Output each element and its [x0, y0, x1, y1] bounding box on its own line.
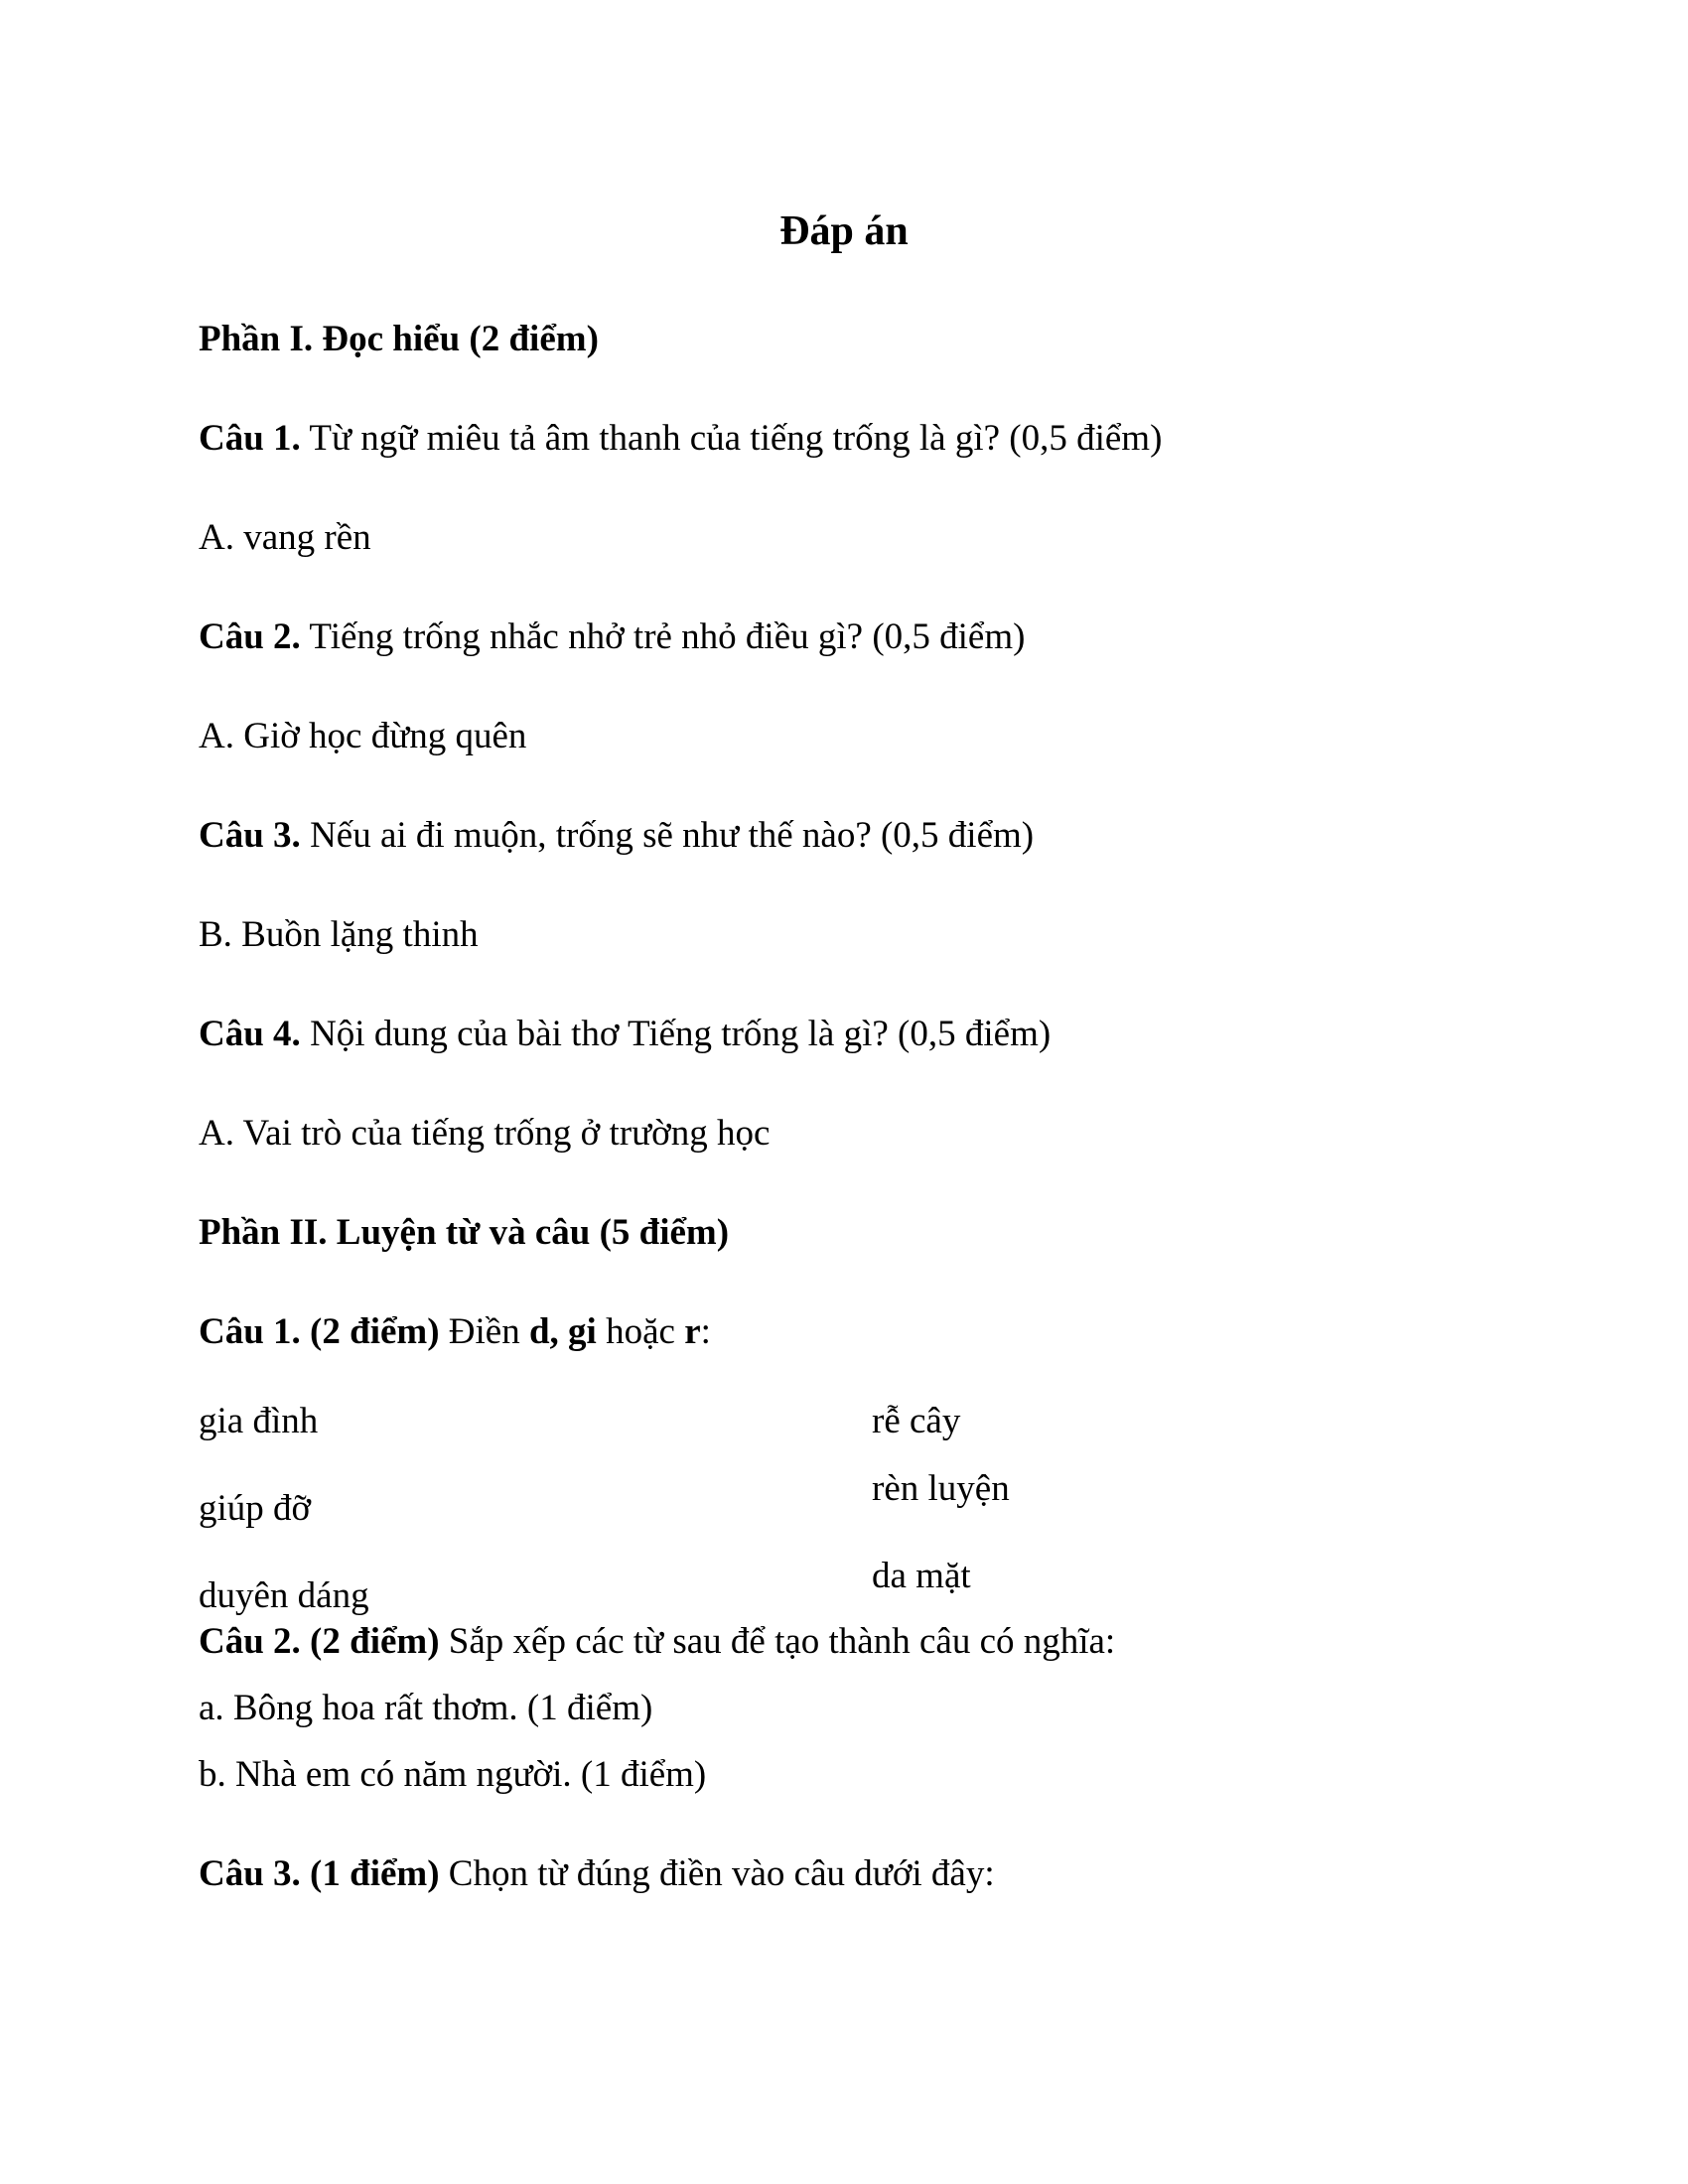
question-label: Câu 3. (1 điểm)	[199, 1853, 440, 1894]
question-label: Câu 3.	[199, 815, 301, 856]
question-label: Câu 1. (2 điểm)	[199, 1311, 440, 1352]
question-text: Nếu ai đi muộn, trống sẽ như thế nào? (0,5 điểm)	[300, 815, 1035, 856]
question-text: Nội dung của bài thơ Tiếng trống là gì? (0,5 điểm)	[300, 1014, 1052, 1054]
question-label: Câu 4.	[199, 1014, 301, 1054]
question-label: Câu 2. (2 điểm)	[199, 1621, 440, 1662]
word-right-2: rèn luyện	[872, 1468, 1010, 1509]
part1-answer-4: A. Vai trò của tiếng trống ở trường học	[199, 1113, 771, 1154]
part1-question-4	[199, 1013, 1051, 1056]
part1-answer-3: B. Buồn lặng thinh	[199, 914, 479, 955]
question-text: Sắp xếp các từ sau để tạo thành câu có nghĩa:	[439, 1621, 1116, 1662]
part2-answer-2b: b. Nhà em có năm người. (1 điểm)	[199, 1754, 707, 1795]
word-right-1: rễ cây	[872, 1401, 961, 1441]
word-left-1: gia đình	[199, 1401, 319, 1441]
part1-answer-1: A. vang rền	[199, 517, 371, 558]
question-text: Tiếng trống nhắc nhở trẻ nhỏ điều gì? (0,5 điểm)	[300, 616, 1026, 657]
part1-question-3	[199, 814, 1034, 858]
part1-heading: Phần I. Đọc hiểu (2 điểm)	[199, 319, 599, 359]
part1-question-1	[199, 417, 1162, 461]
question-label: Câu 1.	[199, 418, 301, 459]
part2-question-1: Câu 1. (2 điểm) Điền d, gi hoặc r:	[199, 1311, 711, 1352]
part2-answer-2a: a. Bông hoa rất thơm. (1 điểm)	[199, 1688, 653, 1728]
word-left-3: duyên dáng	[199, 1575, 369, 1616]
part2-question-2	[199, 1620, 1115, 1664]
word-left-2: giúp đỡ	[199, 1488, 312, 1529]
question-text: Từ ngữ miêu tả âm thanh của tiếng trống là gì? (0,5 điểm)	[300, 418, 1163, 459]
part1-answer-2: A. Giờ học đừng quên	[199, 716, 527, 756]
part2-question-3	[199, 1852, 995, 1896]
question-label: Câu 2.	[199, 616, 301, 657]
question-text: Chọn từ đúng điền vào câu dưới đây:	[439, 1853, 995, 1894]
part2-heading: Phần II. Luyện từ và câu (5 điểm)	[199, 1212, 730, 1253]
page-title: Đáp án	[779, 208, 909, 254]
part1-question-2	[199, 615, 1025, 659]
word-right-3: da mặt	[872, 1556, 971, 1596]
